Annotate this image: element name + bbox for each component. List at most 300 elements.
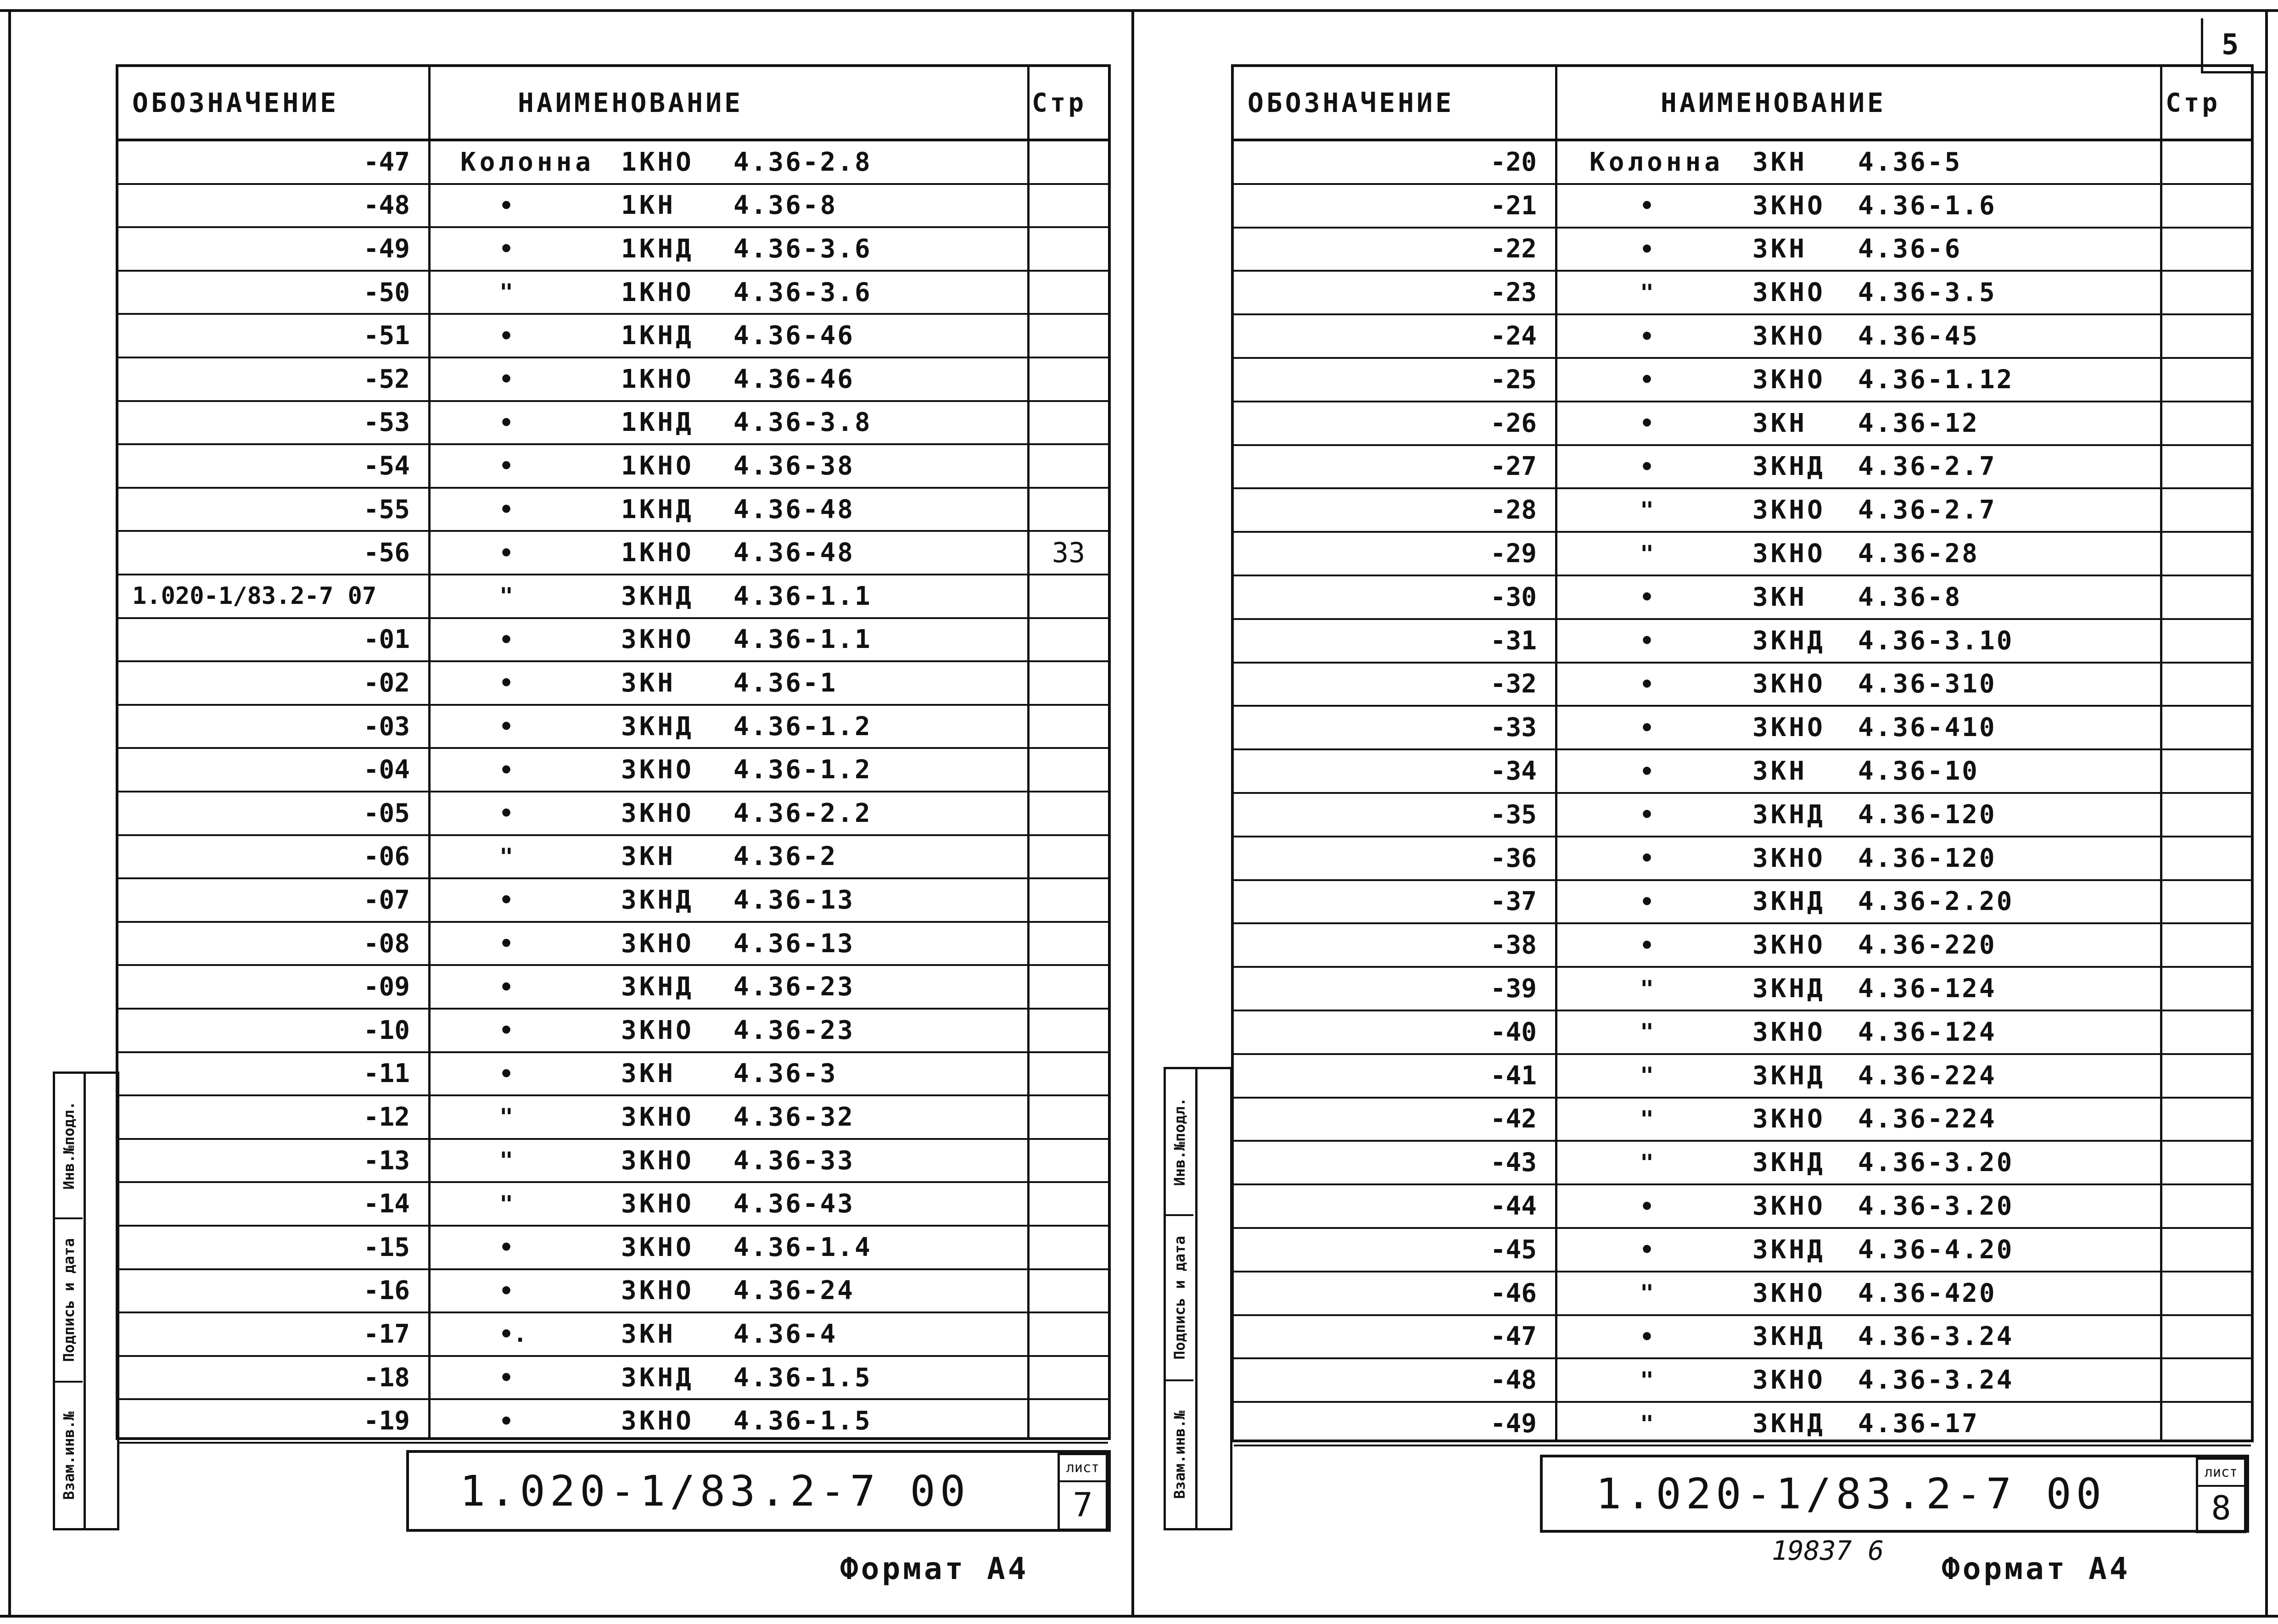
series-number: 4.36-3.20: [1858, 1191, 2014, 1222]
side-stamp-label: Подпись и дата: [60, 1238, 78, 1362]
table-row: [1234, 1403, 2251, 1446]
page-cell: [2162, 1272, 2250, 1314]
designation-cell: -31: [1490, 625, 1537, 656]
right-format-label: Формат А4: [1942, 1551, 2131, 1586]
table-row: [1234, 1272, 2251, 1316]
ditto-mark: •: [499, 713, 514, 740]
page-cell: [2162, 1185, 2250, 1227]
ditto-mark: •: [1640, 1323, 1654, 1350]
type-code: 3КНД: [1752, 1409, 1825, 1439]
designation-cell: -34: [1490, 756, 1537, 787]
designation-cell: -15: [363, 1232, 410, 1262]
page-number: 5: [2222, 28, 2239, 61]
table-row: [1234, 185, 2251, 229]
designation-cell: -01: [363, 625, 410, 655]
page-cell: [2162, 1142, 2250, 1183]
type-code: 3КНО: [621, 1015, 694, 1045]
ditto-mark: •: [1640, 1193, 1654, 1220]
left-sheet-box: лист 7: [1058, 1453, 1108, 1531]
designation-cell: -38: [1490, 930, 1537, 960]
page-cell: [2162, 576, 2250, 618]
table-row: [1234, 1011, 2251, 1055]
type-code: 3КНО: [1752, 930, 1825, 960]
type-code: 3КНД: [1752, 1234, 1825, 1265]
designation-cell: -19: [363, 1406, 410, 1436]
designation-cell: -51: [363, 321, 410, 351]
series-number: 4.36-24: [733, 1276, 855, 1306]
type-code: 3КНО: [1752, 843, 1825, 873]
designation-cell: -44: [1490, 1191, 1537, 1222]
designation-cell: -39: [1490, 974, 1537, 1004]
designation-cell: -24: [1490, 321, 1537, 352]
left-format-label: Формат А4: [840, 1551, 1029, 1586]
type-code: 3КНД: [1752, 799, 1825, 830]
series-number: 4.36-2.2: [733, 798, 872, 828]
page-cell: [2162, 968, 2250, 1010]
ditto-mark: •: [1640, 714, 1654, 741]
ditto-mark: •: [499, 192, 514, 219]
designation-cell: -40: [1490, 1017, 1537, 1047]
ditto-mark: •: [499, 887, 514, 914]
ditto-mark: ": [1640, 1019, 1654, 1046]
designation-cell: -46: [1490, 1278, 1537, 1308]
designation-cell: -08: [363, 928, 410, 959]
type-code: 3КН: [1752, 234, 1808, 264]
designation-cell: -03: [363, 711, 410, 742]
series-number: 4.36-3.24: [1858, 1365, 2014, 1395]
archive-stamp: 19837 6: [1772, 1535, 1884, 1566]
page-cell: [2162, 1316, 2250, 1358]
type-code: 3КНО: [1752, 1104, 1825, 1134]
page-cell: [2162, 141, 2250, 183]
type-code: 3КНО: [621, 1102, 694, 1132]
table-row: [1234, 1099, 2251, 1142]
table-row: [1234, 359, 2251, 402]
designation-cell: -48: [1490, 1365, 1537, 1395]
ditto-mark: •: [499, 322, 514, 349]
series-number: 4.36-1.1: [733, 625, 872, 655]
ditto-mark: ": [499, 583, 514, 610]
series-number: 4.36-2.20: [1858, 887, 2014, 917]
designation-cell: -50: [363, 277, 410, 307]
type-code: 3КНО: [1752, 1365, 1825, 1395]
ditto-mark: •: [1640, 801, 1654, 828]
series-number: 4.36-1.4: [733, 1232, 872, 1262]
table-row: [1234, 968, 2251, 1011]
side-stamp-label: Взам.инв.№: [60, 1411, 78, 1500]
series-number: 4.36-2.8: [733, 147, 872, 177]
ditto-mark: ": [1640, 1280, 1654, 1307]
type-code: 3КН: [1752, 756, 1808, 787]
designation-cell: -29: [1490, 539, 1537, 569]
type-code: 1КНД: [621, 494, 694, 525]
series-number: 4.36-1.6: [1858, 190, 1997, 221]
series-number: 4.36-48: [733, 538, 855, 568]
right-spec-table: [1231, 64, 2254, 1442]
ditto-mark: ": [499, 1190, 514, 1217]
designation-cell: -11: [363, 1059, 410, 1089]
designation-cell: -56: [363, 538, 410, 568]
page-cell: [2162, 272, 2250, 313]
type-code: 1КНО: [621, 364, 694, 394]
designation-cell: 1.020-1/83.2-7 07: [132, 582, 377, 610]
designation-cell: -12: [363, 1102, 410, 1132]
ditto-mark: •: [499, 670, 514, 697]
ditto-mark: •: [499, 800, 514, 827]
series-number: 4.36-46: [733, 364, 855, 394]
type-code: 3КНО: [621, 1145, 694, 1176]
left-sheet-number: 7: [1073, 1485, 1093, 1524]
ditto-mark: •: [499, 1234, 514, 1261]
page-cell: [2162, 1099, 2250, 1140]
ditto-mark: ": [1640, 1367, 1654, 1394]
series-number: 4.36-5: [1858, 147, 1962, 177]
ditto-mark: ": [499, 279, 514, 306]
page-cell: [2162, 1229, 2250, 1271]
ditto-mark: •: [499, 235, 514, 262]
type-code: 3КНО: [621, 928, 694, 959]
header-name: НАИМЕНОВАНИЕ: [518, 87, 744, 118]
header-designation: ОБОЗНАЧЕНИЕ: [132, 87, 339, 118]
table-row: [1234, 315, 2251, 359]
designation-cell: -35: [1490, 799, 1537, 830]
page-cell: [2162, 837, 2250, 879]
table-row: [1234, 794, 2251, 837]
series-number: 4.36-120: [1858, 799, 1997, 830]
series-number: 4.36-38: [733, 451, 855, 481]
series-number: 4.36-420: [1858, 1278, 1997, 1308]
table-row: [1234, 1229, 2251, 1272]
right-table-header: [1234, 67, 2251, 141]
type-code: 3КНД: [1752, 452, 1825, 482]
type-code: 3КНД: [621, 885, 694, 915]
ditto-mark: •: [1640, 192, 1654, 219]
table-row: [1234, 924, 2251, 968]
series-number: 4.36-17: [1858, 1409, 1980, 1439]
type-code: 3КН: [621, 1319, 676, 1349]
side-stamp-cell: [1166, 1381, 1193, 1528]
series-number: 4.36-13: [733, 885, 855, 915]
ditto-mark: •: [1640, 235, 1654, 262]
page-cell: [2162, 229, 2250, 270]
type-code: 3КНО: [1752, 495, 1825, 525]
series-number: 4.36-3.6: [733, 277, 872, 307]
series-number: 4.36-6: [1858, 234, 1962, 264]
side-stamp-cell: [1166, 1069, 1193, 1216]
series-number: 4.36-220: [1858, 930, 1997, 960]
page-cell: [2162, 881, 2250, 923]
ditto-mark: •: [1640, 670, 1654, 698]
ditto-mark: •: [1640, 758, 1654, 785]
ditto-mark: ": [1640, 540, 1654, 567]
type-code: 3КНО: [1752, 539, 1825, 569]
ditto-mark: ": [499, 1147, 514, 1174]
series-number: 4.36-43: [733, 1189, 855, 1219]
designation-cell: -20: [1490, 147, 1537, 177]
designation-cell: -10: [363, 1015, 410, 1045]
right-title-block: [1540, 1455, 2249, 1533]
type-code: 3КНО: [1752, 278, 1825, 308]
type-code: 3КН: [621, 1059, 676, 1089]
series-number: 4.36-3: [733, 1059, 838, 1089]
type-code: 3КН: [621, 668, 676, 698]
ditto-mark: •: [1640, 1236, 1654, 1263]
table-row: [1234, 229, 2251, 272]
table-row: [1234, 881, 2251, 925]
page-cell: [2162, 794, 2250, 836]
series-number: 4.36-2: [733, 842, 838, 872]
ditto-mark: •: [499, 496, 514, 523]
type-code: 1КНО: [621, 147, 694, 177]
page-cell: [2162, 620, 2250, 662]
type-code: 3КНД: [1752, 1322, 1825, 1352]
ditto-mark: •: [499, 366, 514, 393]
series-number: 4.36-23: [733, 972, 855, 1002]
series-number: 4.36-2.7: [1858, 495, 1997, 525]
designation-cell: -04: [363, 755, 410, 785]
page-cell: [2162, 402, 2250, 444]
designation-cell: -36: [1490, 843, 1537, 873]
side-stamp-cell: [1166, 1216, 1193, 1381]
designation-cell: -41: [1490, 1060, 1537, 1091]
type-code: 1КНО: [621, 277, 694, 307]
type-code: 3КНО: [1752, 1017, 1825, 1047]
type-code: 1КНД: [621, 234, 694, 264]
table-row: [1234, 1142, 2251, 1185]
type-code: 3КНД: [1752, 1060, 1825, 1091]
series-number: 4.36-310: [1858, 669, 1997, 699]
series-number: 4.36-1.2: [733, 755, 872, 785]
series-number: 4.36-28: [1858, 539, 1980, 569]
type-code: 3КНД: [621, 711, 694, 742]
table-row: [1234, 446, 2251, 490]
ditto-mark: •: [499, 626, 514, 653]
page-cell: [2162, 1359, 2250, 1401]
ditto-mark: •: [499, 409, 514, 436]
ditto-mark: •: [499, 1017, 514, 1044]
designation-cell: -49: [1490, 1409, 1537, 1439]
series-number: 4.36-2.7: [1858, 452, 1997, 482]
series-number: 4.36-3.20: [1858, 1148, 2014, 1178]
series-number: 4.36-124: [1858, 974, 1997, 1004]
series-number: 4.36-1.5: [733, 1406, 872, 1436]
series-number: 4.36-4: [733, 1319, 838, 1349]
series-number: 4.36-8: [733, 190, 838, 221]
type-code: 3КНО: [1752, 190, 1825, 221]
table-row: [1234, 1359, 2251, 1403]
series-number: 4.36-1.12: [1858, 364, 2014, 395]
series-number: 4.36-224: [1858, 1060, 1997, 1091]
designation-cell: -42: [1490, 1104, 1537, 1134]
series-number: 4.36-1.5: [733, 1362, 872, 1393]
type-code: 1КНО: [621, 451, 694, 481]
right-doc-code: 1.020-1/83.2-7 00: [1595, 1469, 2106, 1518]
designation-cell: -49: [363, 234, 410, 264]
ditto-mark: ": [499, 1104, 514, 1131]
series-number: 4.36-8: [1858, 582, 1962, 612]
page-cell: [2162, 1055, 2250, 1097]
designation-cell: -23: [1490, 278, 1537, 308]
series-number: 4.36-45: [1858, 321, 1980, 352]
right-side-stamp: [1164, 1067, 1232, 1530]
table-row: [1234, 489, 2251, 533]
type-code: 3КНО: [621, 755, 694, 785]
page-cell: [2162, 489, 2250, 531]
type-code: 3КНД: [621, 1362, 694, 1393]
designation-cell: -26: [1490, 408, 1537, 438]
designation-cell: -54: [363, 451, 410, 481]
series-number: 4.36-3.6: [733, 234, 872, 264]
designation-cell: -16: [363, 1276, 410, 1306]
type-code: 3КНО: [621, 1276, 694, 1306]
series-number: 4.36-3.24: [1858, 1322, 2014, 1352]
series-number: 4.36-3.5: [1858, 278, 1997, 308]
type-code: 3КНД: [1752, 625, 1825, 656]
type-code: 3КНО: [1752, 1278, 1825, 1308]
page-cell: [2162, 1011, 2250, 1053]
type-code: 3КНО: [1752, 1191, 1825, 1222]
right-sheet-number: 8: [2211, 1489, 2231, 1527]
header-page: Стр: [1032, 88, 1087, 118]
ditto-mark: ": [1640, 1149, 1654, 1176]
left-doc-code: 1.020-1/83.2-7 00: [459, 1466, 970, 1516]
ditto-mark: •: [499, 1407, 514, 1434]
page-cell: 33: [1052, 536, 1086, 569]
designation-cell: -32: [1490, 669, 1537, 699]
designation-cell: -06: [363, 842, 410, 872]
table-row: [1234, 272, 2251, 315]
ditto-mark: ": [1640, 279, 1654, 306]
table-row: [1234, 1316, 2251, 1360]
type-code: 3КН: [1752, 582, 1808, 612]
header-designation: ОБОЗНАЧЕНИЕ: [1248, 87, 1455, 118]
type-code: 3КНД: [621, 581, 694, 611]
designation-cell: -27: [1490, 452, 1537, 482]
series-number: 4.36-33: [733, 1145, 855, 1176]
series-number: 4.36-410: [1858, 713, 1997, 743]
table-row: [1234, 837, 2251, 881]
designation-cell: -47: [1490, 1322, 1537, 1352]
table-row: [1234, 664, 2251, 707]
ditto-mark: ": [1640, 1105, 1654, 1133]
type-code: 1КНД: [621, 407, 694, 438]
designation-cell: -28: [1490, 495, 1537, 525]
type-code: 3КН: [1752, 408, 1808, 438]
type-code: 3КНО: [1752, 669, 1825, 699]
type-code: 1КНД: [621, 321, 694, 351]
header-page: Стр: [2166, 88, 2221, 118]
series-number: 4.36-224: [1858, 1104, 1997, 1134]
ditto-mark: •: [499, 1277, 514, 1304]
right-sheet-box: лист 8: [2196, 1457, 2246, 1533]
type-code: 3КНО: [621, 625, 694, 655]
ditto-mark: •: [1640, 845, 1654, 872]
series-number: 4.36-48: [733, 494, 855, 525]
series-number: 4.36-1.1: [733, 581, 872, 611]
side-stamp-label: Взам.инв.№: [1171, 1410, 1188, 1499]
series-number: 4.36-46: [733, 321, 855, 351]
page-cell: [2162, 315, 2250, 357]
header-name: НАИМЕНОВАНИЕ: [1661, 87, 1886, 118]
table-row: [1234, 707, 2251, 750]
ditto-mark: •: [1640, 627, 1654, 654]
designation-cell: -17: [363, 1319, 410, 1349]
page-cell: [2162, 359, 2250, 401]
ditto-mark: •: [1640, 932, 1654, 959]
ditto-mark: •: [1640, 366, 1654, 393]
designation-cell: -09: [363, 972, 410, 1002]
ditto-mark: •.: [499, 1321, 527, 1348]
designation-cell: -37: [1490, 887, 1537, 917]
designation-cell: -18: [363, 1362, 410, 1393]
type-code: 3КНО: [1752, 364, 1825, 395]
ditto-mark: •: [499, 1060, 514, 1087]
series-number: 4.36-3.10: [1858, 625, 2014, 656]
ditto-mark: •: [1640, 888, 1654, 915]
type-code: 3КНО: [1752, 321, 1825, 352]
ditto-mark: •: [499, 756, 514, 783]
type-code: 3КНД: [1752, 887, 1825, 917]
ditto-mark: ": [1640, 1410, 1654, 1437]
series-number: 4.36-13: [733, 928, 855, 959]
table-row: [1234, 1185, 2251, 1229]
series-number: 4.36-120: [1858, 843, 1997, 873]
series-number: 4.36-10: [1858, 756, 1980, 787]
designation-cell: -25: [1490, 364, 1537, 395]
series-number: 4.36-23: [733, 1015, 855, 1045]
ditto-mark: ": [499, 843, 514, 870]
page-cell: [2162, 707, 2250, 748]
designation-cell: -02: [363, 668, 410, 698]
ditto-mark: •: [499, 930, 514, 957]
designation-cell: -22: [1490, 234, 1537, 264]
type-code: 3КНД: [621, 972, 694, 1002]
series-number: 4.36-12: [1858, 408, 1980, 438]
ditto-mark: •: [499, 1364, 514, 1391]
table-row: [1234, 576, 2251, 620]
designation-cell: -47: [363, 147, 410, 177]
side-stamp-label: Инв.№подл.: [60, 1101, 78, 1190]
table-row: [1234, 1055, 2251, 1099]
page-cell: [2162, 533, 2250, 575]
series-number: 4.36-1.2: [733, 711, 872, 742]
designation-cell: -21: [1490, 190, 1537, 221]
type-code: 3КНО: [1752, 713, 1825, 743]
designation-cell: -52: [363, 364, 410, 394]
ditto-mark: •: [1640, 323, 1654, 350]
ditto-mark: •: [1640, 410, 1654, 437]
series-number: 4.36-4.20: [1858, 1234, 2014, 1265]
ditto-mark: •: [499, 539, 514, 566]
designation-cell: -30: [1490, 582, 1537, 612]
page-cell: [2162, 446, 2250, 488]
ditto-mark: ": [1640, 1062, 1654, 1089]
table-row: [1234, 533, 2251, 576]
series-number: 4.36-124: [1858, 1017, 1997, 1047]
type-code: 3КНО: [621, 798, 694, 828]
page-cell: [2162, 185, 2250, 227]
page-cell: [2162, 1403, 2250, 1445]
designation-cell: -14: [363, 1189, 410, 1219]
ditto-mark: •: [499, 452, 514, 480]
page-cell: [2162, 750, 2250, 792]
item-name: Колонна: [460, 147, 595, 177]
designation-cell: -53: [363, 407, 410, 438]
designation-cell: -05: [363, 798, 410, 828]
series-number: 4.36-32: [733, 1102, 855, 1132]
table-row: [1234, 750, 2251, 794]
type-code: 3КНД: [1752, 1148, 1825, 1178]
